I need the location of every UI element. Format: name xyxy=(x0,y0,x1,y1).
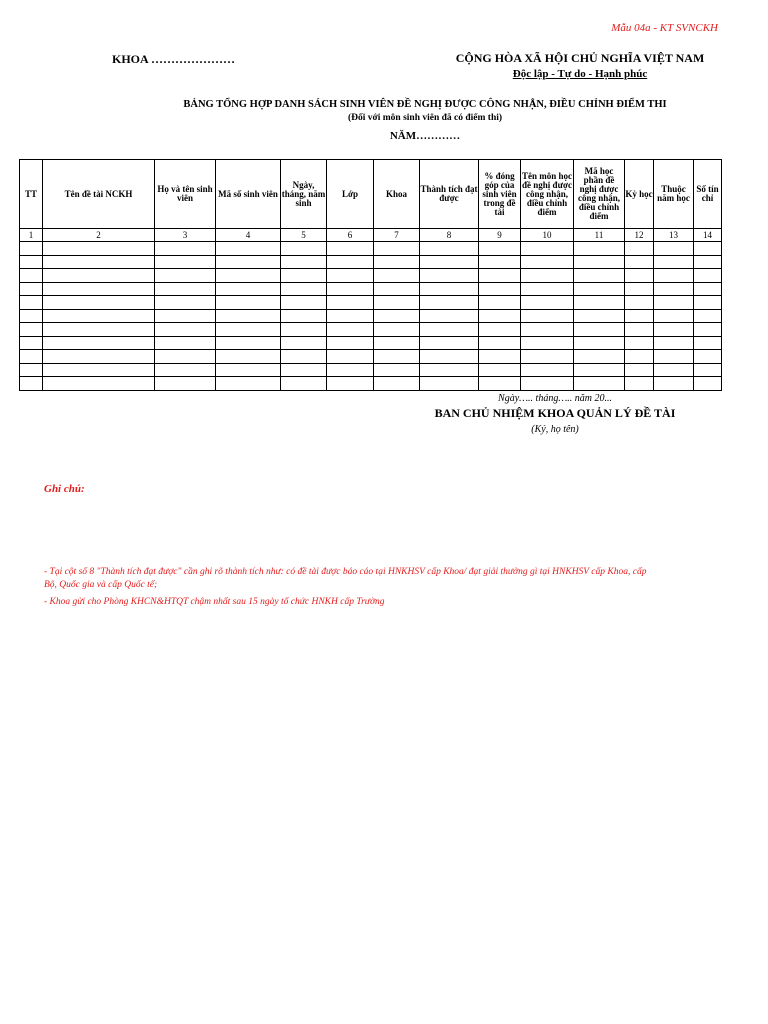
table-cell xyxy=(216,269,281,283)
note-line-3: - Khoa gửi cho Phòng KHCN&HTQT chậm nhất sau 15 ngày tổ chức HNKH cấp Trường xyxy=(44,597,385,607)
table-row xyxy=(20,377,722,391)
column-number: 7 xyxy=(374,229,420,242)
table-cell xyxy=(479,242,521,256)
table-cell xyxy=(654,282,694,296)
table-cell xyxy=(420,242,479,256)
table-cell xyxy=(574,309,625,323)
table-row xyxy=(20,296,722,310)
table-cell xyxy=(694,377,722,391)
table-cell xyxy=(625,269,654,283)
table-cell xyxy=(521,377,574,391)
table-cell xyxy=(479,323,521,337)
table-cell xyxy=(155,363,216,377)
table-cell xyxy=(574,350,625,364)
table-cell xyxy=(155,350,216,364)
table-row xyxy=(20,309,722,323)
table-cell xyxy=(281,282,327,296)
table-cell xyxy=(654,363,694,377)
table-cell xyxy=(43,269,155,283)
column-header: Mã học phần đề nghị được công nhận, điều chỉnh điểm xyxy=(574,160,625,229)
form-code: Mẫu 04a - KT SVNCKH xyxy=(611,22,718,34)
column-header: Tên đề tài NCKH xyxy=(43,160,155,229)
column-header: Ngày, tháng, năm sinh xyxy=(281,160,327,229)
table-cell xyxy=(574,336,625,350)
table-cell xyxy=(574,377,625,391)
column-header: Thành tích đạt được xyxy=(420,160,479,229)
table-cell xyxy=(281,336,327,350)
column-header: Họ và tên sinh viên xyxy=(155,160,216,229)
column-header: TT xyxy=(20,160,43,229)
table-cell xyxy=(574,242,625,256)
table-row xyxy=(20,363,722,377)
table-cell xyxy=(327,255,374,269)
table-cell xyxy=(43,242,155,256)
table-cell xyxy=(20,363,43,377)
table-cell xyxy=(281,242,327,256)
table-cell xyxy=(155,323,216,337)
national-title: CỘNG HÒA XÃ HỘI CHỦ NGHĨA VIỆT NAM xyxy=(455,51,705,65)
table-cell xyxy=(625,377,654,391)
table-cell xyxy=(521,255,574,269)
table-row xyxy=(20,242,722,256)
table-cell xyxy=(216,336,281,350)
table-cell xyxy=(694,363,722,377)
table-cell xyxy=(574,296,625,310)
table-cell xyxy=(20,350,43,364)
signature-note: (Ký, họ tên) xyxy=(531,424,579,435)
column-header: Số tín chỉ xyxy=(694,160,722,229)
table-cell xyxy=(374,336,420,350)
table-cell xyxy=(479,377,521,391)
table-cell xyxy=(420,363,479,377)
table-cell xyxy=(155,282,216,296)
table-cell xyxy=(216,242,281,256)
table-cell xyxy=(625,242,654,256)
table-cell xyxy=(20,336,43,350)
table-cell xyxy=(479,350,521,364)
table-cell xyxy=(654,377,694,391)
column-number: 2 xyxy=(43,229,155,242)
table-cell xyxy=(654,350,694,364)
table-cell xyxy=(216,363,281,377)
column-number: 13 xyxy=(654,229,694,242)
table-cell xyxy=(521,336,574,350)
table-cell xyxy=(43,363,155,377)
table-row xyxy=(20,255,722,269)
table-cell xyxy=(327,323,374,337)
table-cell xyxy=(574,255,625,269)
table-cell xyxy=(420,336,479,350)
table-cell xyxy=(374,269,420,283)
table-cell xyxy=(521,363,574,377)
table-cell xyxy=(420,377,479,391)
table-cell xyxy=(694,336,722,350)
table-cell xyxy=(43,323,155,337)
table-cell xyxy=(155,269,216,283)
table-cell xyxy=(43,377,155,391)
table-cell xyxy=(654,269,694,283)
table-cell xyxy=(327,282,374,296)
signature-date: Ngày….. tháng….. năm 20... xyxy=(498,393,612,404)
column-number: 9 xyxy=(479,229,521,242)
table-cell xyxy=(281,296,327,310)
table-row xyxy=(20,269,722,283)
table-cell xyxy=(216,255,281,269)
table-cell xyxy=(420,323,479,337)
table-cell xyxy=(625,296,654,310)
table-cell xyxy=(654,336,694,350)
table-cell xyxy=(420,350,479,364)
table-cell xyxy=(327,350,374,364)
document-year: NĂM………… xyxy=(389,130,461,142)
table-cell xyxy=(694,309,722,323)
table-cell xyxy=(479,336,521,350)
table-cell xyxy=(281,269,327,283)
table-cell xyxy=(654,323,694,337)
table-cell xyxy=(625,323,654,337)
table-cell xyxy=(625,282,654,296)
table-cell xyxy=(694,350,722,364)
table-cell xyxy=(43,350,155,364)
table-cell xyxy=(694,296,722,310)
table-cell xyxy=(374,296,420,310)
column-number: 6 xyxy=(327,229,374,242)
table-cell xyxy=(155,336,216,350)
table-cell xyxy=(694,255,722,269)
table-cell xyxy=(479,255,521,269)
document-title: BẢNG TỔNG HỢP DANH SÁCH SINH VIÊN ĐỀ NGHỊ ĐƯỢC CÔNG NHẬN, ĐIỀU CHỈNH ĐIỂM THI xyxy=(183,99,667,110)
table-cell xyxy=(20,255,43,269)
table-cell xyxy=(625,363,654,377)
table-cell xyxy=(374,242,420,256)
table-cell xyxy=(374,309,420,323)
table-cell xyxy=(574,282,625,296)
table-cell xyxy=(20,269,43,283)
table-cell xyxy=(20,323,43,337)
column-header: % đóng góp của sinh viên trong đề tài xyxy=(479,160,521,229)
column-number-row xyxy=(20,229,722,242)
table-cell xyxy=(479,269,521,283)
table-cell xyxy=(20,242,43,256)
table-cell xyxy=(43,309,155,323)
table-cell xyxy=(20,309,43,323)
table-cell xyxy=(281,377,327,391)
table-cell xyxy=(327,336,374,350)
table-cell xyxy=(625,309,654,323)
table-cell xyxy=(521,350,574,364)
table-row xyxy=(20,323,722,337)
table-cell xyxy=(20,296,43,310)
table-row xyxy=(20,350,722,364)
table-cell xyxy=(521,269,574,283)
table-cell xyxy=(625,255,654,269)
table-cell xyxy=(20,377,43,391)
table-cell xyxy=(327,242,374,256)
table-cell xyxy=(43,296,155,310)
table-cell xyxy=(281,309,327,323)
table-cell xyxy=(327,377,374,391)
table-cell xyxy=(479,309,521,323)
table-cell xyxy=(374,350,420,364)
table-cell xyxy=(654,255,694,269)
national-motto: Độc lập - Tự do - Hạnh phúc xyxy=(512,68,648,80)
table-cell xyxy=(20,282,43,296)
table-cell xyxy=(327,363,374,377)
table-cell xyxy=(216,309,281,323)
table-cell xyxy=(479,296,521,310)
table-cell xyxy=(281,350,327,364)
note-line-1: - Tại cột số 8 "Thành tích đạt được" cần ghi rõ thành tích như: có đề tài được báo cáo tại HNKHSV cấp Khoa/ đạt giải thưởng gì tại HNKHSV cấp Khoa, cấp xyxy=(44,567,647,577)
table-cell xyxy=(374,282,420,296)
table-cell xyxy=(155,377,216,391)
table-cell xyxy=(374,323,420,337)
table-cell xyxy=(694,242,722,256)
table-cell xyxy=(654,309,694,323)
table-cell xyxy=(625,350,654,364)
table-row xyxy=(20,282,722,296)
column-header: Lớp xyxy=(327,160,374,229)
table-cell xyxy=(521,323,574,337)
table-cell xyxy=(374,255,420,269)
table-cell xyxy=(281,363,327,377)
column-header: Thuộc năm học xyxy=(654,160,694,229)
table-header-row xyxy=(20,160,722,229)
table-cell xyxy=(374,377,420,391)
table-cell xyxy=(420,282,479,296)
table-cell xyxy=(155,242,216,256)
column-number: 10 xyxy=(521,229,574,242)
table-cell xyxy=(479,282,521,296)
table-row xyxy=(20,336,722,350)
table-cell xyxy=(694,269,722,283)
table-cell xyxy=(43,282,155,296)
table-cell xyxy=(574,269,625,283)
table-cell xyxy=(281,323,327,337)
table-cell xyxy=(155,309,216,323)
column-header: Kỳ học xyxy=(625,160,654,229)
table-cell xyxy=(327,269,374,283)
table-cell xyxy=(420,309,479,323)
column-number: 5 xyxy=(281,229,327,242)
table-cell xyxy=(374,363,420,377)
note-line-2: Bộ, Quốc gia và cấp Quốc tế; xyxy=(44,580,158,590)
document-subtitle: (Đối với môn sinh viên đã có điểm thi) xyxy=(347,113,503,123)
table-cell xyxy=(327,296,374,310)
table-cell xyxy=(216,377,281,391)
faculty-label: KHOA ………………… xyxy=(112,52,236,66)
notes-label: Ghi chú: xyxy=(44,483,85,495)
table-cell xyxy=(521,242,574,256)
table-cell xyxy=(574,363,625,377)
table-cell xyxy=(216,282,281,296)
student-list-table xyxy=(19,159,722,391)
table-cell xyxy=(521,309,574,323)
table-cell xyxy=(281,255,327,269)
column-number: 11 xyxy=(574,229,625,242)
table-cell xyxy=(43,255,155,269)
table-cell xyxy=(420,269,479,283)
column-number: 14 xyxy=(694,229,722,242)
column-number: 3 xyxy=(155,229,216,242)
table-cell xyxy=(574,323,625,337)
table-cell xyxy=(155,296,216,310)
table-cell xyxy=(216,323,281,337)
table-cell xyxy=(155,255,216,269)
table-cell xyxy=(625,336,654,350)
table-cell xyxy=(694,323,722,337)
column-header: Mã số sinh viên xyxy=(216,160,281,229)
table-cell xyxy=(479,363,521,377)
table-cell xyxy=(43,336,155,350)
table-cell xyxy=(216,296,281,310)
column-header: Tên môn học đề nghị được công nhận, điều chỉnh điểm xyxy=(521,160,574,229)
table-cell xyxy=(694,282,722,296)
signature-title: BAN CHỦ NHIỆM KHOA QUẢN LÝ ĐỀ TÀI xyxy=(434,406,676,420)
column-number: 4 xyxy=(216,229,281,242)
table-cell xyxy=(654,242,694,256)
column-number: 12 xyxy=(625,229,654,242)
column-header: Khoa xyxy=(374,160,420,229)
table-cell xyxy=(327,309,374,323)
table-cell xyxy=(521,296,574,310)
table-cell xyxy=(420,296,479,310)
table-cell xyxy=(521,282,574,296)
table-cell xyxy=(654,296,694,310)
table-cell xyxy=(420,255,479,269)
table-cell xyxy=(216,350,281,364)
column-number: 1 xyxy=(20,229,43,242)
column-number: 8 xyxy=(420,229,479,242)
